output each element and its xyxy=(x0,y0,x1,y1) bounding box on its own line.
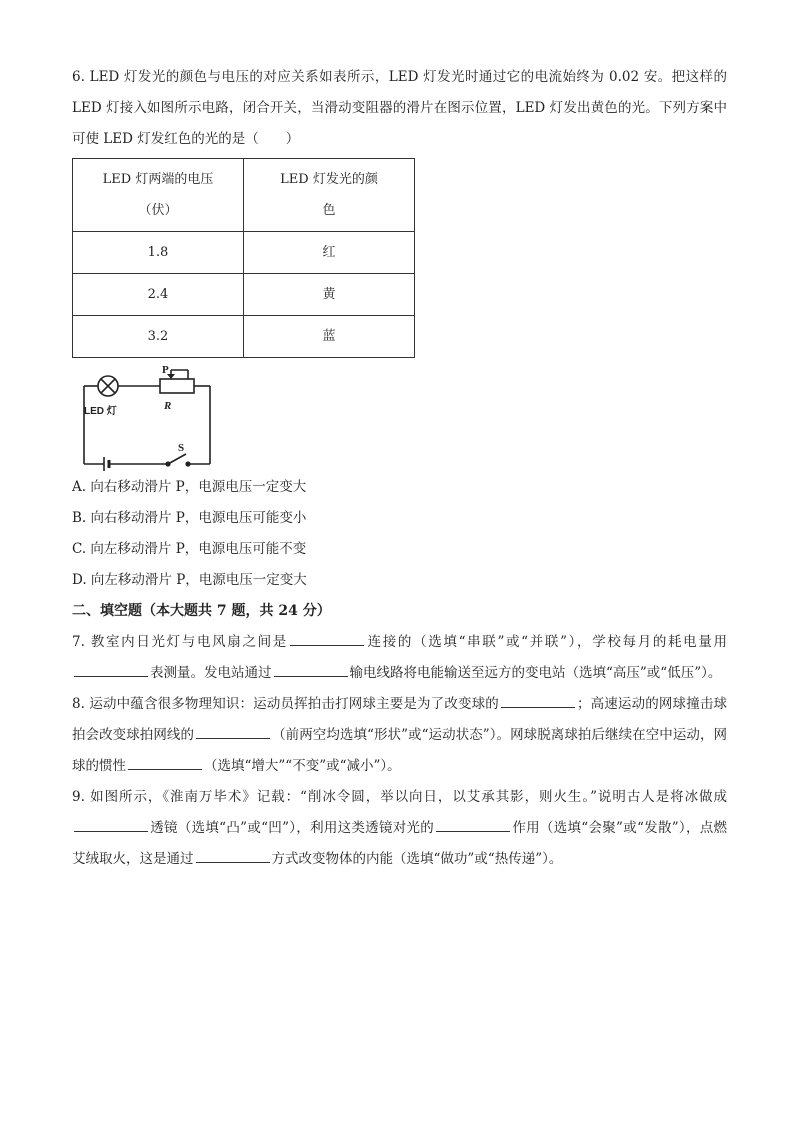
q9-text-3: 作用（选填“会聚”或“发散”），点燃艾绒取火，这是通过 xyxy=(72,820,727,867)
question-8 xyxy=(72,689,727,782)
answer-blank xyxy=(436,817,510,832)
table-row xyxy=(73,316,415,358)
question-9 xyxy=(72,782,727,875)
section-2-heading: 二、填空题（本大题共 7 题，共 24 分） xyxy=(72,603,331,619)
header-color-line1: LED 灯发光的颜 xyxy=(280,172,378,187)
q7-text-4: 输电线路将电能输送至远方的变电站（选填“高压”或“低压”）。 xyxy=(349,665,722,681)
slider-label: P xyxy=(162,364,169,376)
table-header-color xyxy=(244,159,415,232)
option-a: A. 向右移动滑片 P，电源电压一定变大 xyxy=(72,479,307,495)
question-7 xyxy=(72,627,727,689)
question-6-stem: 6. LED 灯发光的颜色与电压的对应关系如表所示，LED 灯发光时通过它的电流始终为 0.02 安。把这样的 LED 灯接入如图所示电路，闭合开关，当滑动变阻器的滑片在图示位置，LED 灯发出黄色的光。下列方案中可使 LED 灯发红色的光的是（ ） xyxy=(72,69,727,147)
rheostat-symbol xyxy=(160,379,194,393)
circuit-diagram xyxy=(76,364,216,472)
led-voltage-color-table xyxy=(72,158,415,358)
answer-blank xyxy=(74,662,148,677)
q7-text-2: 连接的（选填“串联”或“并联”），学校每月的耗电量用 xyxy=(365,634,727,650)
header-voltage-line2: （伏） xyxy=(138,203,178,218)
q9-text-1: 9. 如图所示，《淮南万毕术》记载：“削冰令圆，举以向日，以艾承其影，则火生。”说明古人是将冰做成 xyxy=(72,789,727,805)
option-c: C. 向左移动滑片 P，电源电压可能不变 xyxy=(72,541,307,557)
color-cell: 黄 xyxy=(244,274,415,316)
q8-text-2: ；高速运动的网球撞击球拍会改变球拍网线的 xyxy=(72,696,728,743)
option-b: B. 向右移动滑片 P，电源电压可能变小 xyxy=(72,510,307,526)
answer-blank xyxy=(196,848,270,863)
color-cell: 蓝 xyxy=(244,316,415,358)
q8-text-4: （选填“增大”“不变”或“减小”）。 xyxy=(204,758,401,774)
option-d: D. 向左移动滑片 P，电源电压一定变大 xyxy=(72,572,307,588)
table-header-voltage xyxy=(73,159,244,232)
table-header-row xyxy=(73,159,415,232)
q7-text-1: 7. 教室内日光灯与电风扇之间是 xyxy=(72,634,288,650)
answer-blank xyxy=(274,662,348,677)
led-lamp-label: LED 灯 xyxy=(84,406,117,417)
table-row xyxy=(73,232,415,274)
header-voltage-line1: LED 灯两端的电压 xyxy=(102,172,214,187)
voltage-cell: 2.4 xyxy=(73,274,244,316)
q8-text-1: 8. 运动中蕴含很多物理知识：运动员挥拍击打网球主要是为了改变球的 xyxy=(72,696,499,712)
voltage-cell: 3.2 xyxy=(73,316,244,358)
switch-label: S xyxy=(178,442,185,454)
answer-blank xyxy=(290,631,364,646)
answer-blank xyxy=(501,693,575,708)
q9-text-4: 方式改变物体的内能（选填“做功”或“热传递”）。 xyxy=(271,851,563,867)
q8-text-3: （前两空均选填“形状”或“运动状态”）。网球脱离球拍后继续在空中运动，网球的惯性 xyxy=(72,727,727,774)
q7-text-3: 表测量。发电站通过 xyxy=(150,665,272,681)
exam-page xyxy=(72,62,727,875)
answer-blank xyxy=(128,755,202,770)
color-cell: 红 xyxy=(244,232,415,274)
answer-blank xyxy=(196,724,270,739)
q9-text-2: 透镜（选填“凸”或“凹”），利用这类透镜对光的 xyxy=(150,820,435,836)
switch-symbol xyxy=(168,454,186,464)
header-color-line2: 色 xyxy=(322,203,336,218)
table-row xyxy=(73,274,415,316)
answer-blank xyxy=(74,817,148,832)
voltage-cell: 1.8 xyxy=(73,232,244,274)
rheostat-label: R xyxy=(164,400,172,412)
